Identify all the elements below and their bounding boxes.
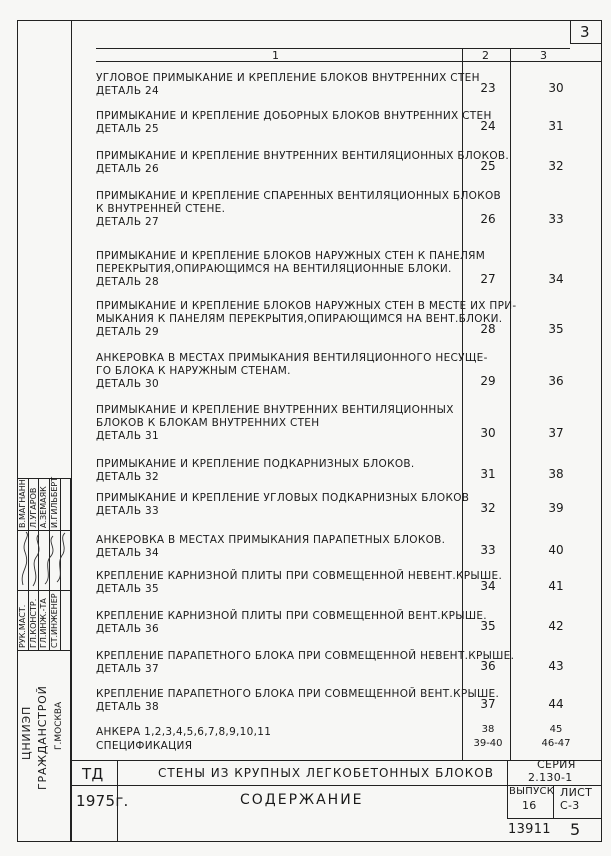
toc-entry-text: АНКЕРОВКА В МЕСТАХ ПРИМЫКАНИЯ ПАРАПЕТНЫХ БЛОКОВ. (96, 534, 446, 546)
col-header-2: 2 (482, 49, 490, 62)
toc-entry-col2: 39-40 (473, 738, 503, 749)
toc-entry-text: КРЕПЛЕНИЕ КАРНИЗНОЙ ПЛИТЫ ПРИ СОВМЕЩЕННОЙ НЕВЕНТ.КРЫШЕ. (96, 570, 503, 582)
toc-entry-text: МЫКАНИЯ К ПАНЕЛЯМ ПЕРЕКРЫТИЯ,ОПИРАЮЩИМСЯ НА ВЕНТ.БЛОКИ. (96, 313, 503, 325)
stamp-issue-value: 16 (522, 799, 537, 812)
toc-entry-text: ПРИМЫКАНИЕ И КРЕПЛЕНИЕ УГЛОВЫХ ПОДКАРНИЗНЫХ БЛОКОВ (96, 492, 470, 504)
toc-entry-col2: 27 (480, 272, 496, 286)
toc-entry-col2: 28 (480, 322, 496, 336)
toc-entry-detail: ДЕТАЛЬ 36 (96, 623, 159, 635)
toc-entry-text: СПЕЦИФИКАЦИЯ (96, 740, 193, 752)
toc-entry-detail: ДЕТАЛЬ 26 (96, 163, 159, 175)
toc-entry-text: КРЕПЛЕНИЕ КАРНИЗНОЙ ПЛИТЫ ПРИ СОВМЕЩЕННОЙ ВЕНТ.КРЫШЕ. (96, 610, 487, 622)
toc-entry-detail: ДЕТАЛЬ 27 (96, 216, 159, 228)
inventory-number: 13911 (508, 822, 551, 837)
toc-entry-col2: 30 (480, 426, 496, 440)
toc-entry-col3: 43 (548, 659, 564, 673)
stamp-divider-2 (507, 760, 508, 818)
toc-entry-text: К ВНУТРЕННЕЙ СТЕНЕ. (96, 203, 226, 215)
toc-entry-col2: 25 (480, 159, 496, 173)
toc-entry-col3: 45 (549, 724, 563, 735)
stamp-sheet-value: С-3 (560, 799, 580, 812)
toc-entry-detail: ДЕТАЛЬ 32 (96, 471, 159, 483)
stamp-bottom-inner (507, 818, 602, 819)
toc-entry-detail: ДЕТАЛЬ 31 (96, 430, 159, 442)
role-1: РУК.МАСТ. (18, 604, 27, 648)
toc-entry-col3: 32 (548, 159, 564, 173)
toc-entry-col3: 31 (548, 119, 564, 133)
toc-entry-text: АНКЕРА 1,2,3,4,5,6,7,8,9,10,11 (96, 726, 272, 738)
toc-entry-text: УГЛОВОЕ ПРИМЫКАНИЕ И КРЕПЛЕНИЕ БЛОКОВ ВНУТРЕННИХ СТЕН (96, 72, 480, 84)
toc-entry-detail: ДЕТАЛЬ 29 (96, 326, 159, 338)
toc-entry-col2: 33 (480, 543, 496, 557)
toc-entry-text: ПРИМЫКАНИЕ И КРЕПЛЕНИЕ ВНУТРЕННИХ ВЕНТИЛЯЦИОННЫХ (96, 404, 454, 416)
stamp-sheet-label: ЛИСТ (560, 786, 593, 799)
stamp-series-value: 2.130-1 (528, 771, 573, 784)
toc-entry-col3: 41 (548, 579, 564, 593)
stamp-year: 1975г. (76, 792, 129, 810)
toc-entry-detail: ДЕТАЛЬ 34 (96, 547, 159, 559)
stamp-issue-label: ВЫПУСК (509, 786, 555, 797)
toc-entry-col3: 42 (548, 619, 564, 633)
toc-entry-col3: 33 (548, 212, 564, 226)
toc-entry-col3: 44 (548, 697, 564, 711)
toc-entry-detail: ДЕТАЛЬ 33 (96, 505, 159, 517)
stamp-title: СТЕНЫ ИЗ КРУПНЫХ ЛЕГКОБЕТОННЫХ БЛОКОВ (158, 766, 494, 780)
toc-entry-text: ПРИМЫКАНИЕ И КРЕПЛЕНИЕ БЛОКОВ НАРУЖНЫХ СТЕН В МЕСТЕ ИХ ПРИ- (96, 300, 517, 312)
toc-entry-col3: 46-47 (541, 738, 571, 749)
toc-entry-col3: 35 (548, 322, 564, 336)
toc-entry-text: ПЕРЕКРЫТИЯ,ОПИРАЮЩИМСЯ НА ВЕНТИЛЯЦИОННЫЕ БЛОКИ. (96, 263, 452, 275)
role-4: СТ.ИНЖЕНЕР (50, 593, 59, 648)
toc-entry-text: ПРИМЫКАНИЕ И КРЕПЛЕНИЕ ВНУТРЕННИХ ВЕНТИЛЯЦИОННЫХ БЛОКОВ. (96, 150, 510, 162)
toc-entry-text: КРЕПЛЕНИЕ ПАРАПЕТНОГО БЛОКА ПРИ СОВМЕЩЕННОЙ ВЕНТ.КРЫШЕ. (96, 688, 500, 700)
col-header-3: 3 (540, 49, 548, 62)
stamp-top-line (71, 760, 602, 761)
name-3: А.ЗЕМАЯК (39, 486, 48, 528)
toc-entry-col3: 39 (548, 501, 564, 515)
toc-entry-detail: ДЕТАЛЬ 30 (96, 378, 159, 390)
stamp-td: ТД (82, 765, 104, 783)
org-name-1: ЦНИИЭП (20, 705, 33, 760)
org-name-2: ГРАЖДАНСТРОЙ (36, 685, 49, 790)
toc-entry-col3: 40 (548, 543, 564, 557)
stamp-series-label: СЕРИЯ (537, 758, 576, 771)
toc-entry-text: БЛОКОВ К БЛОКАМ ВНУТРЕННИХ СТЕН (96, 417, 320, 429)
table-header-line (96, 61, 602, 62)
toc-entry-col3: 38 (548, 467, 564, 481)
toc-entry-detail: ДЕТАЛЬ 28 (96, 276, 159, 288)
toc-entry-text: ПРИМЫКАНИЕ И КРЕПЛЕНИЕ БЛОКОВ НАРУЖНЫХ СТЕН К ПАНЕЛЯМ (96, 250, 486, 262)
toc-entry-col2: 24 (480, 119, 496, 133)
toc-entry-col2: 34 (480, 579, 496, 593)
signature-scribbles (17, 530, 71, 590)
toc-entry-col2: 36 (480, 659, 496, 673)
table-top-line (96, 48, 570, 49)
stamp-subtitle: СОДЕРЖАНИЕ (240, 792, 364, 808)
org-city: Г.МОСКВА (54, 701, 64, 750)
col-header-1: 1 (272, 49, 280, 62)
toc-entry-col2: 26 (480, 212, 496, 226)
binding-line (71, 20, 72, 842)
toc-entry-col2: 29 (480, 374, 496, 388)
name-2: Л.УГАРОВ (29, 487, 38, 528)
sheet-page-number: 5 (570, 820, 581, 839)
toc-entry-detail: ДЕТАЛЬ 25 (96, 123, 159, 135)
toc-entry-col2: 35 (480, 619, 496, 633)
name-4: И.ГИЛЬБЕРТ (50, 476, 59, 528)
toc-entry-col3: 34 (548, 272, 564, 286)
toc-entry-text: ПРИМЫКАНИЕ И КРЕПЛЕНИЕ ДОБОРНЫХ БЛОКОВ ВНУТРЕННИХ СТЕН (96, 110, 492, 122)
toc-entry-col3: 30 (548, 81, 564, 95)
toc-entry-col3: 36 (548, 374, 564, 388)
toc-entry-col2: 23 (480, 81, 496, 95)
page-number: 3 (580, 23, 590, 41)
role-2: ГЛ.КОНСТР. (29, 598, 38, 648)
toc-entry-col2: 31 (480, 467, 496, 481)
toc-entry-text: ПРИМЫКАНИЕ И КРЕПЛЕНИЕ СПАРЕННЫХ ВЕНТИЛЯЦИОННЫХ БЛОКОВ (96, 190, 502, 202)
toc-entry-detail: ДЕТАЛЬ 24 (96, 85, 159, 97)
sig-row-line-2 (17, 590, 71, 591)
toc-entry-col2: 37 (480, 697, 496, 711)
toc-entry-text: КРЕПЛЕНИЕ ПАРАПЕТНОГО БЛОКА ПРИ СОВМЕЩЕННОЙ НЕВЕНТ.КРЫШЕ. (96, 650, 515, 662)
toc-entry-col2: 32 (480, 501, 496, 515)
sig-row-line-3 (17, 650, 71, 651)
toc-entry-col2: 38 (481, 724, 495, 735)
name-1: В.МАГНАНН (18, 479, 27, 528)
role-3: ГЛ.ИНЖ.-ТА (39, 598, 48, 648)
toc-entry-text: ПРИМЫКАНИЕ И КРЕПЛЕНИЕ ПОДКАРНИЗНЫХ БЛОКОВ. (96, 458, 415, 470)
toc-entry-detail: ДЕТАЛЬ 38 (96, 701, 159, 713)
toc-entry-text: ГО БЛОКА К НАРУЖНЫМ СТЕНАМ. (96, 365, 291, 377)
toc-entry-text: АНКЕРОВКА В МЕСТАХ ПРИМЫКАНИЯ ВЕНТИЛЯЦИОННОГО НЕСУЩЕ- (96, 352, 488, 364)
toc-entry-detail: ДЕТАЛЬ 35 (96, 583, 159, 595)
toc-entry-col3: 37 (548, 426, 564, 440)
toc-entry-detail: ДЕТАЛЬ 37 (96, 663, 159, 675)
